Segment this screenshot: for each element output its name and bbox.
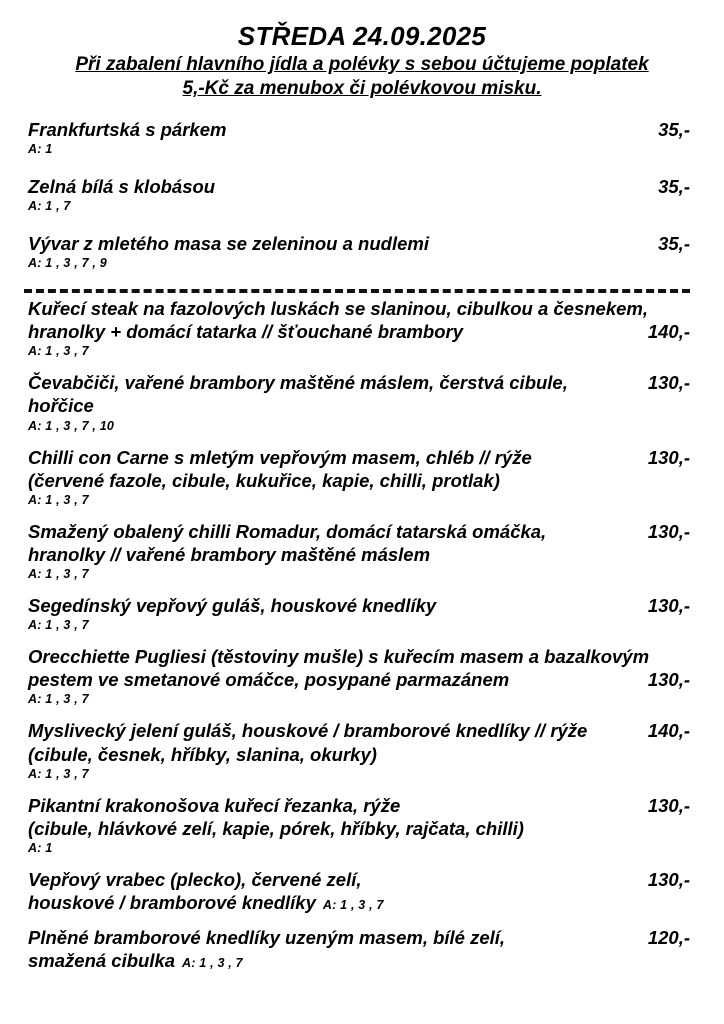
mains-item-line	[28, 719, 690, 742]
mains-item-line	[28, 926, 690, 949]
mains-item-name: Čevabčiči, vařené brambory maštěné máslem, čerstvá cibule,	[28, 372, 568, 394]
soups-section	[0, 118, 724, 271]
mains-item-name: Vepřový vrabec (plecko), červené zelí,	[28, 868, 362, 890]
page-title: STŘEDA 24.09.2025	[237, 21, 487, 51]
mains-item-allergens: A: 1 , 3 , 7	[322, 898, 384, 913]
mains-item-line	[28, 320, 690, 343]
mains-item-allergens: A: 1 , 3 , 7	[28, 692, 89, 707]
mains-item-allergens: A: 1 , 3 , 7	[28, 618, 89, 633]
mains-item-allergens: A: 1	[28, 840, 53, 855]
mains-item-name: Orecchiette Pugliesi (těstoviny mušle) s kuřecím masem a bazalkovým	[28, 646, 650, 668]
mains-item	[28, 594, 690, 633]
mains-item	[28, 645, 690, 707]
mains-item-allergens: A: 1 , 3 , 7	[28, 766, 89, 781]
soups-item-allergens: A: 1 , 3 , 7 , 9	[28, 256, 107, 271]
mains-item-line	[28, 297, 690, 320]
mains-item-price: 130,-	[647, 794, 690, 816]
mains-item-line	[28, 949, 690, 972]
mains-item-name: Myslivecký jelení guláš, houskové / bramborové knedlíky // rýže	[28, 720, 588, 742]
mains-item-line	[28, 668, 690, 691]
soups-item-line	[28, 232, 690, 255]
mains-item-name: (cibule, hlávkové zelí, kapie, pórek, hříbky, rajčata, chilli)	[28, 817, 524, 839]
mains-item-allergens: A: 1 , 3 , 7	[28, 567, 89, 582]
mains-item-line	[28, 891, 690, 914]
mains-item-name: Pikantní krakonošova kuřecí řezanka, rýže	[28, 794, 401, 816]
mains-item-price: 140,-	[647, 321, 690, 343]
mains-item-line	[28, 446, 690, 469]
soups-item-allergens: A: 1 , 7	[28, 198, 71, 213]
mains-item-name: hranolky // vařené brambory maštěné máslem	[28, 543, 431, 565]
mains-item	[28, 868, 690, 914]
mains-item-line	[28, 817, 690, 840]
soups-item	[28, 175, 690, 214]
soups-item-price: 35,-	[658, 232, 690, 254]
mains-item-price: 130,-	[647, 669, 690, 691]
mains-item-line	[28, 394, 690, 417]
mains-item-name: (červené fazole, cibule, kukuřice, kapie, chilli, protlak)	[28, 469, 500, 491]
mains-item-line	[28, 469, 690, 492]
mains-item	[28, 446, 690, 508]
mains-item-name: Segedínský vepřový guláš, houskové knedlíky	[28, 595, 437, 617]
mains-item-name: Plněné bramborové knedlíky uzeným masem, bílé zelí,	[28, 927, 506, 949]
mains-item	[28, 371, 690, 433]
mains-item	[28, 520, 690, 582]
mains-item-line	[28, 794, 690, 817]
mains-item-allergens: A: 1 , 3 , 7	[28, 492, 89, 507]
mains-item-name: Chilli con Carne s mletým vepřovým masem, chléb // rýže	[28, 446, 532, 468]
soups-item-name: Zelná bílá s klobásou	[28, 175, 216, 197]
mains-item-allergens: A: 1 , 3 , 7	[182, 956, 243, 971]
mains-item-price: 120,-	[647, 927, 690, 949]
mains-item-line	[28, 594, 690, 617]
soups-item-price: 35,-	[658, 118, 690, 140]
mains-item-name: hořčice	[28, 395, 94, 417]
mains-item-line	[28, 520, 690, 543]
mains-item-name: (cibule, česnek, hříbky, slanina, okurky)	[28, 743, 377, 765]
mains-item-name: houskové / bramborové knedlíky A: 1 , 3 , 7	[28, 892, 384, 914]
mains-item-line	[28, 543, 690, 566]
mains-item	[28, 926, 690, 972]
mains-item-name: pestem ve smetanové omáčce, posypané parmazánem	[28, 669, 510, 691]
mains-item	[28, 297, 690, 359]
main-dishes-section	[0, 297, 724, 972]
soups-item-line	[28, 175, 690, 198]
menu-header	[0, 0, 724, 102]
mains-item-price: 140,-	[647, 720, 690, 742]
soups-item-name: Frankfurtská s párkem	[28, 118, 227, 140]
mains-item-name: Smažený obalený chilli Romadur, domácí tatarská omáčka,	[28, 520, 547, 542]
packaging-notice	[0, 53, 724, 102]
mains-item-price: 130,-	[647, 446, 690, 468]
soups-item-line	[28, 118, 690, 141]
soups-item-price: 35,-	[658, 175, 690, 197]
mains-item-line	[28, 371, 690, 394]
mains-item-name: smažená cibulka A: 1 , 3 , 7	[28, 950, 243, 972]
mains-item-line	[28, 645, 690, 668]
mains-item	[28, 794, 690, 856]
mains-item	[28, 719, 690, 781]
mains-item-allergens: A: 1 , 3 , 7	[28, 344, 89, 359]
mains-item-price: 130,-	[647, 595, 690, 617]
mains-item-price: 130,-	[647, 372, 690, 394]
soups-item	[28, 232, 690, 271]
packaging-notice-line-2: 5,-Kč za menubox či polévkovou misku.	[182, 78, 542, 100]
mains-item-price: 130,-	[647, 868, 690, 890]
packaging-notice-line-1: Při zabalení hlavního jídla a polévky s sebou účtujeme poplatek	[75, 54, 649, 76]
mains-item-name: Kuřecí steak na fazolových luskách se slaninou, cibulkou a česnekem,	[28, 298, 648, 320]
mains-item-line	[28, 743, 690, 766]
mains-item-line	[28, 868, 690, 891]
mains-item-price: 130,-	[647, 520, 690, 542]
soups-item-name: Vývar z mletého masa se zeleninou a nudlemi	[28, 232, 429, 254]
soups-item-allergens: A: 1	[28, 141, 53, 156]
mains-item-allergens: A: 1 , 3 , 7 , 10	[28, 418, 115, 433]
soups-item	[28, 118, 690, 157]
section-divider	[24, 289, 690, 293]
mains-item-name: hranolky + domácí tatarka // šťouchané brambory	[28, 321, 464, 343]
